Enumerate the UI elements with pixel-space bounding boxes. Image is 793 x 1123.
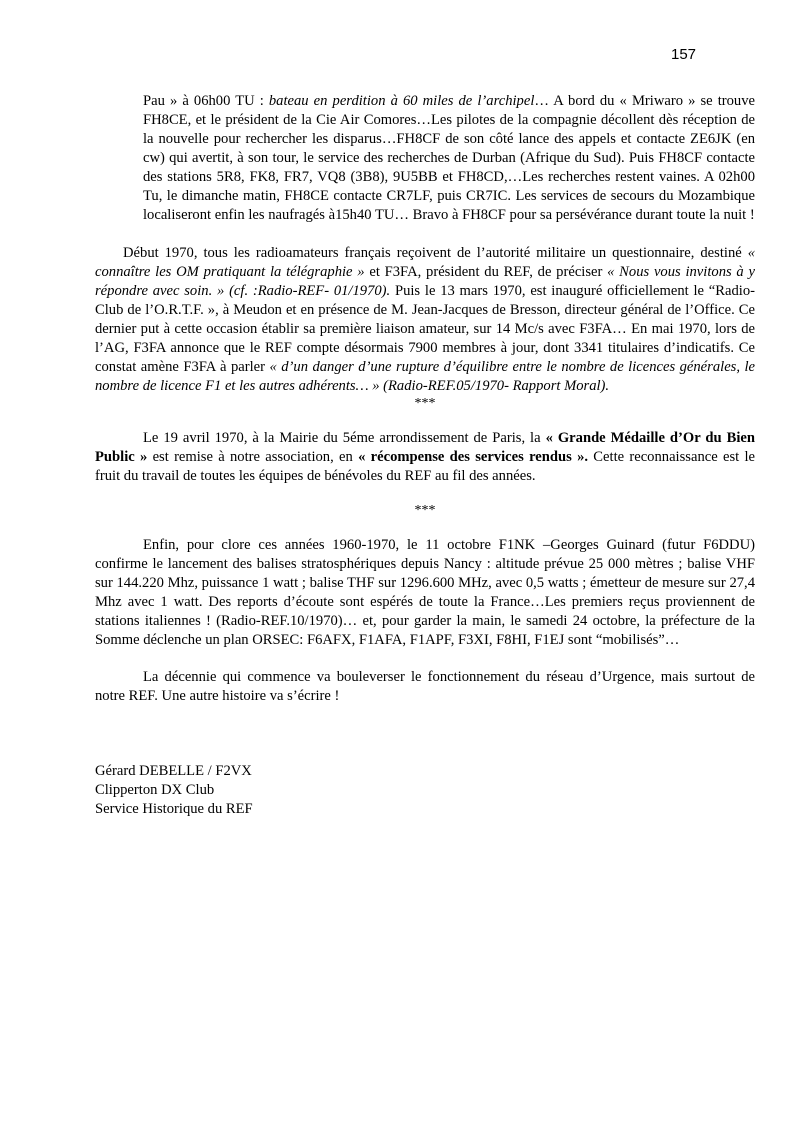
document-body — [95, 90, 755, 819]
text-run: et F3FA, président du REF, de préciser — [364, 264, 608, 280]
section-separator: *** — [414, 396, 436, 411]
paragraph-medal — [95, 429, 755, 486]
text-run: est remise à notre association, en — [147, 449, 359, 465]
text-run-italic: « d’un danger d’une rupture d’équilibre entre le nombre de licences générales, le nombre de licence F1 et les autres adhérents… » (Radio-REF.05/1970- Rapport Moral). — [95, 359, 756, 394]
paragraph-conclusion: La décennie qui commence va bouleverser le fonctionnement du réseau d’Urgence, mais surtout de notre REF. Une autre histoire va s’écrire ! — [95, 669, 755, 704]
text-run-italic: « connaître les OM pratiquant la télégraphie » — [95, 245, 755, 280]
signature-author: Gérard DEBELLE / F2VX — [95, 763, 252, 779]
text-run: Le 19 avril 1970, à la Mairie du 5éme arrondissement de Paris, la — [143, 430, 546, 446]
text-run-bold: « Grande Médaille d’Or du Bien Public » — [95, 430, 755, 465]
text-run: … A bord du « Mriwaro » se trouve FH8CE, et le président de la Cie Air Comores…Les pilotes de la compagnie décollent dès réception de la nouvelle pour rechercher les disparus…FH8CF de son côté lance des appels et contacte ZE6JK (en cw) qui avertit, à son tour, le service des recherches de Durban (Afrique du Sud). Puis FH8CF contacte des stations 5R8, FK8, FR7, VQ8 (3B8), 9U5BB et FH8CD,…Les recherches restent vaines. A 02h00 Tu, le dimanche matin, FH8CE contacte CR7LF, puis CR7IC. Les services de secours du Mozambique localiseront enfin les naufragés à15h40 TU… Bravo à FH8CF pour sa persévérance durant toute la nuit ! — [143, 93, 755, 223]
signature-service: Service Historique du REF — [95, 801, 253, 817]
text-run-italic: « Nous vous invitons à y répondre avec soin. » (cf. :Radio-REF- 01/1970). — [95, 264, 755, 299]
page-number: 157 — [671, 46, 697, 63]
text-run-bold: « récompense des services rendus ». — [358, 449, 589, 465]
signature-block — [95, 762, 755, 819]
text-run: Début 1970, tous les radioamateurs français reçoivent de l’autorité militaire un questionnaire, destiné — [123, 245, 748, 261]
text-run-italic: bateau en perdition à 60 miles de l’archipel — [268, 93, 535, 109]
text-run: Cette reconnaissance est le fruit du travail de toutes les équipes de bénévoles du REF au fil des années. — [95, 449, 755, 484]
paragraph-questionnaire — [95, 244, 755, 396]
text-run: Pau » à 06h00 TU : — [143, 93, 269, 109]
paragraph-balloon-beacons: Enfin, pour clore ces années 1960-1970, le 11 octobre F1NK –Georges Guinard (futur F6DDU) confirme le lancement des balises stratosphériques depuis Nancy : altitude prévue 25 000 mètres ; balise VHF sur 144.220 Mhz, puissance 1 watt ; balise THF sur 1296.600 MHz, avec 0,5 watts ; émetteur de mesure sur 27,4 Mhz avec 1 watt. Des reports d’écoute sont espérés de toute la France…Les premiers reçus proviennent de stations italiennes ! (Radio-REF.10/1970)… et, pour garder la main, le samedi 24 octobre, la préfecture de la Somme déclenche un plan ORSEC: F6AFX, F1AFA, F1APF, F3XI, F8HI, F1EJ sont “mobilisés”… — [95, 537, 755, 648]
paragraph-rescue-story — [143, 92, 755, 225]
text-run: Puis le 13 mars 1970, est inauguré officiellement le “Radio-Club de l’O.R.T.F. », à Meudon et en présence de M. Jean-Jacques de Bresson, directeur général de l’Office. Ce dernier put à cette occasion établir sa première liaison amateur, sur 14 Mc/s avec F3FA… En mai 1970, lors de l’AG, F3FA annonce que le REF compte désormais 7900 membres à jour, dont 3341 titulaires d’indicatifs. Ce constat amène F3FA à parler — [95, 283, 755, 375]
section-separator: *** — [414, 503, 436, 518]
signature-club: Clipperton DX Club — [95, 782, 215, 798]
